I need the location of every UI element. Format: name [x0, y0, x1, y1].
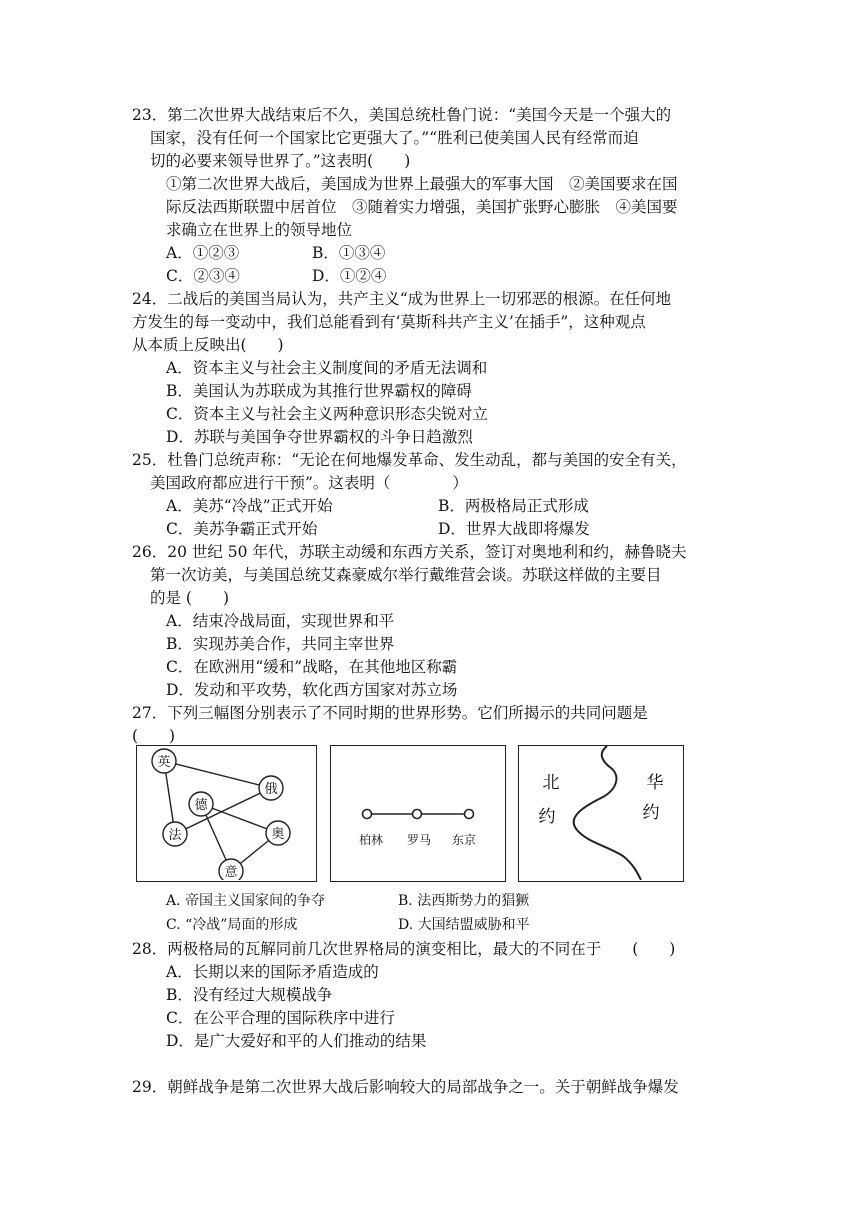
q24-option-c: C．资本主义与社会主义两种意识形态尖锐对立 [166, 405, 488, 423]
figure-bloc-division [518, 745, 684, 882]
q27-stem-line-2: ( ) [132, 727, 176, 745]
q29-stem-line-1: 29．朝鲜战争是第二次世界大战后影响较大的局部战争之一。关于朝鲜战争爆发 [132, 1078, 679, 1096]
q24-option-a: A．资本主义与社会主义制度间的矛盾无法调和 [166, 359, 488, 377]
q28-option-b: B．没有经过大规模战争 [166, 986, 333, 1004]
q23-stem-line-3: 切的必要来领导世界了。”这表明( ) [150, 152, 411, 170]
q27-option-c: C. “冷战”局面的形成 [166, 917, 298, 933]
axis-label-rome: 罗马 [406, 833, 432, 847]
axis-point-rome [413, 810, 422, 819]
q26-option-b: B．实现苏美合作，共同主宰世界 [166, 635, 395, 653]
q24-stem-line-3: 从本质上反映出( ) [132, 336, 284, 354]
node-label-fa: 法 [168, 828, 182, 843]
bloc-label-yue-left: 约 [538, 807, 556, 827]
q26-stem-line-2: 第一次访美，与美国总统艾森豪威尔举行戴维营会谈。苏联这样做的主要目 [150, 566, 662, 584]
node-label-de: 德 [194, 798, 208, 813]
link-ying-e [164, 761, 271, 788]
bloc-label-bei: 北 [542, 773, 560, 793]
q23-option-a: A．①②③ [166, 244, 240, 262]
bloc-division-diagram [519, 746, 682, 880]
q25-stem-line-1: 25．杜鲁门总统声称：“无论在何地爆发革命、发生动乱，都与美国的安全有关， [132, 451, 687, 469]
axis-label-tokyo: 东京 [451, 833, 477, 847]
q24-option-d: D．苏联与美国争夺世界霸权的斗争日趋激烈 [166, 428, 473, 446]
q23-option-c: C．②③④ [166, 267, 240, 285]
axis-point-tokyo [465, 810, 474, 819]
alliance-network-diagram [137, 746, 315, 880]
axis-point-berlin [363, 810, 372, 819]
node-label-yi: 意 [224, 865, 238, 880]
q25-option-d: D．世界大战即将爆发 [438, 520, 590, 538]
q25-option-b: B．两极格局正式形成 [438, 497, 589, 515]
q27-option-a: A. 帝国主义国家间的争夺 [166, 893, 326, 909]
q23-statement-line-3: 求确立在世界上的领导地位 [166, 221, 353, 239]
q27-stem-line-1: 27．下列三幅图分别表示了不同时期的世界形势。它们所揭示的共同问题是 [132, 704, 648, 722]
q27-option-b: B. 法西斯势力的猖獗 [398, 893, 530, 909]
q23-option-b: B．①③④ [312, 244, 386, 262]
q25-stem-line-2: 美国政府都应进行干预”。这表明（ ） [150, 474, 468, 492]
q23-statement-line-1: ①第二次世界大战后，美国成为世界上最强大的军事大国 ②美国要求在国 [166, 175, 678, 193]
q25-option-c: C．美苏争霸正式开始 [166, 520, 318, 538]
bloc-dividing-curve [574, 746, 641, 880]
q28-stem-line-1: 28．两极格局的瓦解同前几次世界格局的演变相比，最大的不同在于 ( ) [132, 940, 676, 958]
q26-stem-line-1: 26．20 世纪 50 年代，苏联主动缓和东西方关系，签订对奥地利和约，赫鲁晓夫 [132, 543, 687, 561]
node-label-e: 俄 [264, 782, 278, 797]
q26-option-a: A．结束冷战局面，实现世界和平 [166, 612, 395, 630]
bloc-label-hua: 华 [646, 773, 664, 793]
link-fa-e [175, 788, 271, 834]
q23-option-d: D．①②④ [312, 267, 387, 285]
q24-stem-line-2: 方发生的每一变动中，我们总能看到有‘莫斯科共产主义’在插手”，这种观点 [132, 313, 646, 331]
node-label-ying: 英 [157, 755, 171, 770]
axis-line-diagram [331, 746, 504, 880]
q24-stem-line-1: 24．二战后的美国当局认为，共产主义“成为世界上一切邪恶的根源。在任何地 [132, 290, 672, 308]
q27-option-d: D. 大国结盟威胁和平 [398, 917, 530, 933]
q23-stem-line-2: 国家，没有任何一个国家比它更强大了。”“胜利已使美国人民有经常而迫 [150, 129, 639, 147]
q26-option-d: D．发动和平攻势，软化西方国家对苏立场 [166, 681, 458, 699]
q23-stem-line-1: 23．第二次世界大战结束后不久，美国总统杜鲁门说：“美国今天是一个强大的 [132, 106, 672, 124]
q28-option-a: A．长期以来的国际矛盾造成的 [166, 963, 379, 981]
figure-alliance-network [136, 745, 317, 882]
node-label-ao: 奥 [271, 827, 285, 842]
axis-label-berlin: 柏林 [358, 833, 384, 847]
figure-axis-line [330, 745, 506, 882]
q26-option-c: C．在欧洲用“缓和”战略，在其他地区称霸 [166, 658, 458, 676]
q26-stem-line-3: 的是 ( ) [150, 589, 230, 607]
q28-option-d: D．是广大爱好和平的人们推动的结果 [166, 1032, 427, 1050]
q25-option-a: A．美苏“冷战”正式开始 [166, 497, 333, 515]
q23-statement-line-2: 际反法西斯联盟中居首位 ③随着实力增强，美国扩张野心膨胀 ④美国要 [166, 198, 678, 216]
q24-option-b: B．美国认为苏联成为其推行世界霸权的障碍 [166, 382, 472, 400]
q28-option-c: C．在公平合理的国际秩序中进行 [166, 1009, 395, 1027]
bloc-label-yue-right: 约 [642, 803, 660, 823]
